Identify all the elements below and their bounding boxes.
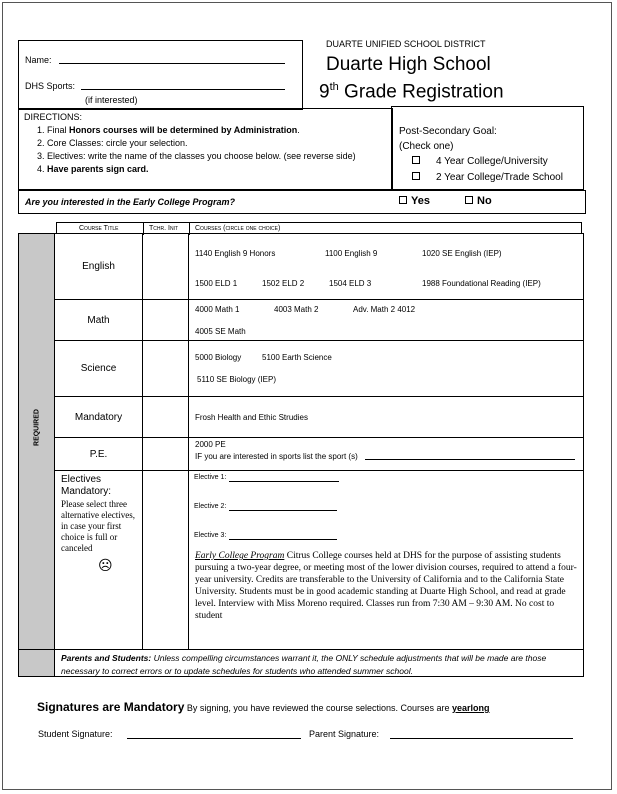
elective-1-field[interactable] [229,481,339,482]
parent-signature-label: Parent Signature: [309,729,380,739]
early-college-description: Early College Program Citrus College courses held at DHS for the purpose of assisting students pursuing a two-year degree, or meeting most of the lower division courses, required to attend a four-year university. Credits are transferable to the University of California and to the California State University. Students must be in good academic standing at Duarte High School, and read at grade level. Interview with Miss Moreno required. Classes run from 7:30 AM – 9:30 AM. No cost to student [195,551,577,621]
electives-note: Please select three alternative electives, in case your first choice is full or canceled [61,499,135,553]
electives-mandatory-label: Mandatory: [61,486,112,497]
header-course-title: Course Title [79,225,119,232]
direction-item: 2. Core Classes: circle your selection. [47,137,407,150]
course-title-english: English [82,261,115,272]
direction-item: 1. Final Honors courses will be determined by Administration. [47,124,407,137]
grade-number: 9 [319,81,330,103]
parent-signature-field[interactable] [390,738,573,739]
course-option[interactable]: 5110 SE Biology (IEP) [197,375,277,384]
goal-option-2year[interactable]: 2 Year College/Trade School [412,172,563,183]
parents-students-note: Parents and Students: Unless compelling circumstances warrant it, the ONLY schedule adjustments that will be made are those necessary to correct errors or to update schedules for students who attended summer school. [61,653,547,676]
sports-prompt: IF you are interested in sports list the sport (s) [195,452,358,461]
sad-face-icon: ☹ [98,557,113,573]
student-signature-label: Student Signature: [38,729,113,739]
elective-3-label: Elective 3: [194,532,227,539]
student-signature-field[interactable] [127,738,301,739]
early-college-no-option[interactable]: No [465,195,492,207]
course-option[interactable]: 1140 English 9 Honors [195,249,276,258]
course-option[interactable]: 4000 Math 1 [195,305,240,314]
course-option: 2000 PE [195,440,226,449]
district-name: DUARTE UNIFIED SCHOOL DISTRICT [326,39,486,49]
early-college-yes-option[interactable]: Yes [399,195,430,207]
course-option[interactable]: 1988 Foundational Reading (IEP) [422,279,541,288]
name-field[interactable] [59,63,285,64]
elective-3-field[interactable] [229,539,337,540]
course-option[interactable]: 1502 ELD 2 [262,279,305,288]
course-title-math: Math [87,314,110,326]
directions-box [18,108,393,190]
course-table [18,233,584,677]
goal-subtitle: (Check one) [399,141,454,152]
sports-list-field[interactable] [365,459,575,460]
course-option[interactable]: 1504 ELD 3 [329,279,372,288]
checkbox-icon[interactable] [412,172,420,180]
header-courses: Courses (circle one choice) [195,225,281,232]
grade-title: Grade Registration [338,81,504,103]
direction-item: 4. Have parents sign card. [47,163,407,176]
course-option[interactable]: 5000 Biology [195,353,242,362]
signatures-heading: Signatures are Mandatory By signing, you have reviewed the course selections. Courses are yearlong [37,700,490,714]
goal-title: Post-Secondary Goal: [399,126,497,137]
course-title-pe: P.E. [89,448,108,460]
course-title-electives: Electives [61,474,102,485]
course-option[interactable]: Adv. Math 2 4012 [353,305,416,314]
checkbox-icon[interactable] [412,156,420,164]
grade-superscript: th [329,81,339,93]
elective-2-field[interactable] [229,510,337,511]
course-option[interactable]: 4005 SE Math [195,327,246,336]
checkbox-icon[interactable] [399,196,407,204]
course-option[interactable]: 1500 ELD 1 [195,279,238,288]
school-name: Duarte High School [326,54,491,75]
early-college-title: Early College Program [195,551,285,561]
course-option[interactable]: 1100 English 9 [325,249,378,258]
early-college-question: Are you interested in the Early College Program? [25,197,236,207]
course-title-science: Science [80,363,117,374]
course-option[interactable]: 1020 SE English (IEP) [422,249,502,258]
name-label: Name: [25,55,52,65]
sports-field[interactable] [81,89,285,90]
sports-label: DHS Sports: [25,81,76,91]
elective-1-label: Elective 1: [194,474,227,481]
course-option: Frosh Health and Ethic Strudies [195,413,308,422]
required-label: REQUIRED [33,409,41,446]
if-interested-note: (if interested) [85,95,138,105]
direction-item: 3. Electives: write the name of the classes you choose below. (see reverse side) [47,150,407,163]
directions-list [19,124,407,176]
course-option[interactable]: 4003 Math 2 [274,305,319,314]
page-title [319,81,504,103]
directions-title: DIRECTIONS: [24,112,83,122]
header-teacher-init: Tchr. Init [149,225,178,232]
checkbox-icon[interactable] [465,196,473,204]
course-title-mandatory: Mandatory [74,411,123,423]
student-info-box [18,40,303,110]
post-secondary-goal-box [391,106,584,190]
elective-2-label: Elective 2: [194,503,227,510]
early-college-question-bar [18,190,586,214]
goal-option-4year[interactable]: 4 Year College/University [412,156,548,167]
course-option[interactable]: 5100 Earth Science [262,353,332,362]
